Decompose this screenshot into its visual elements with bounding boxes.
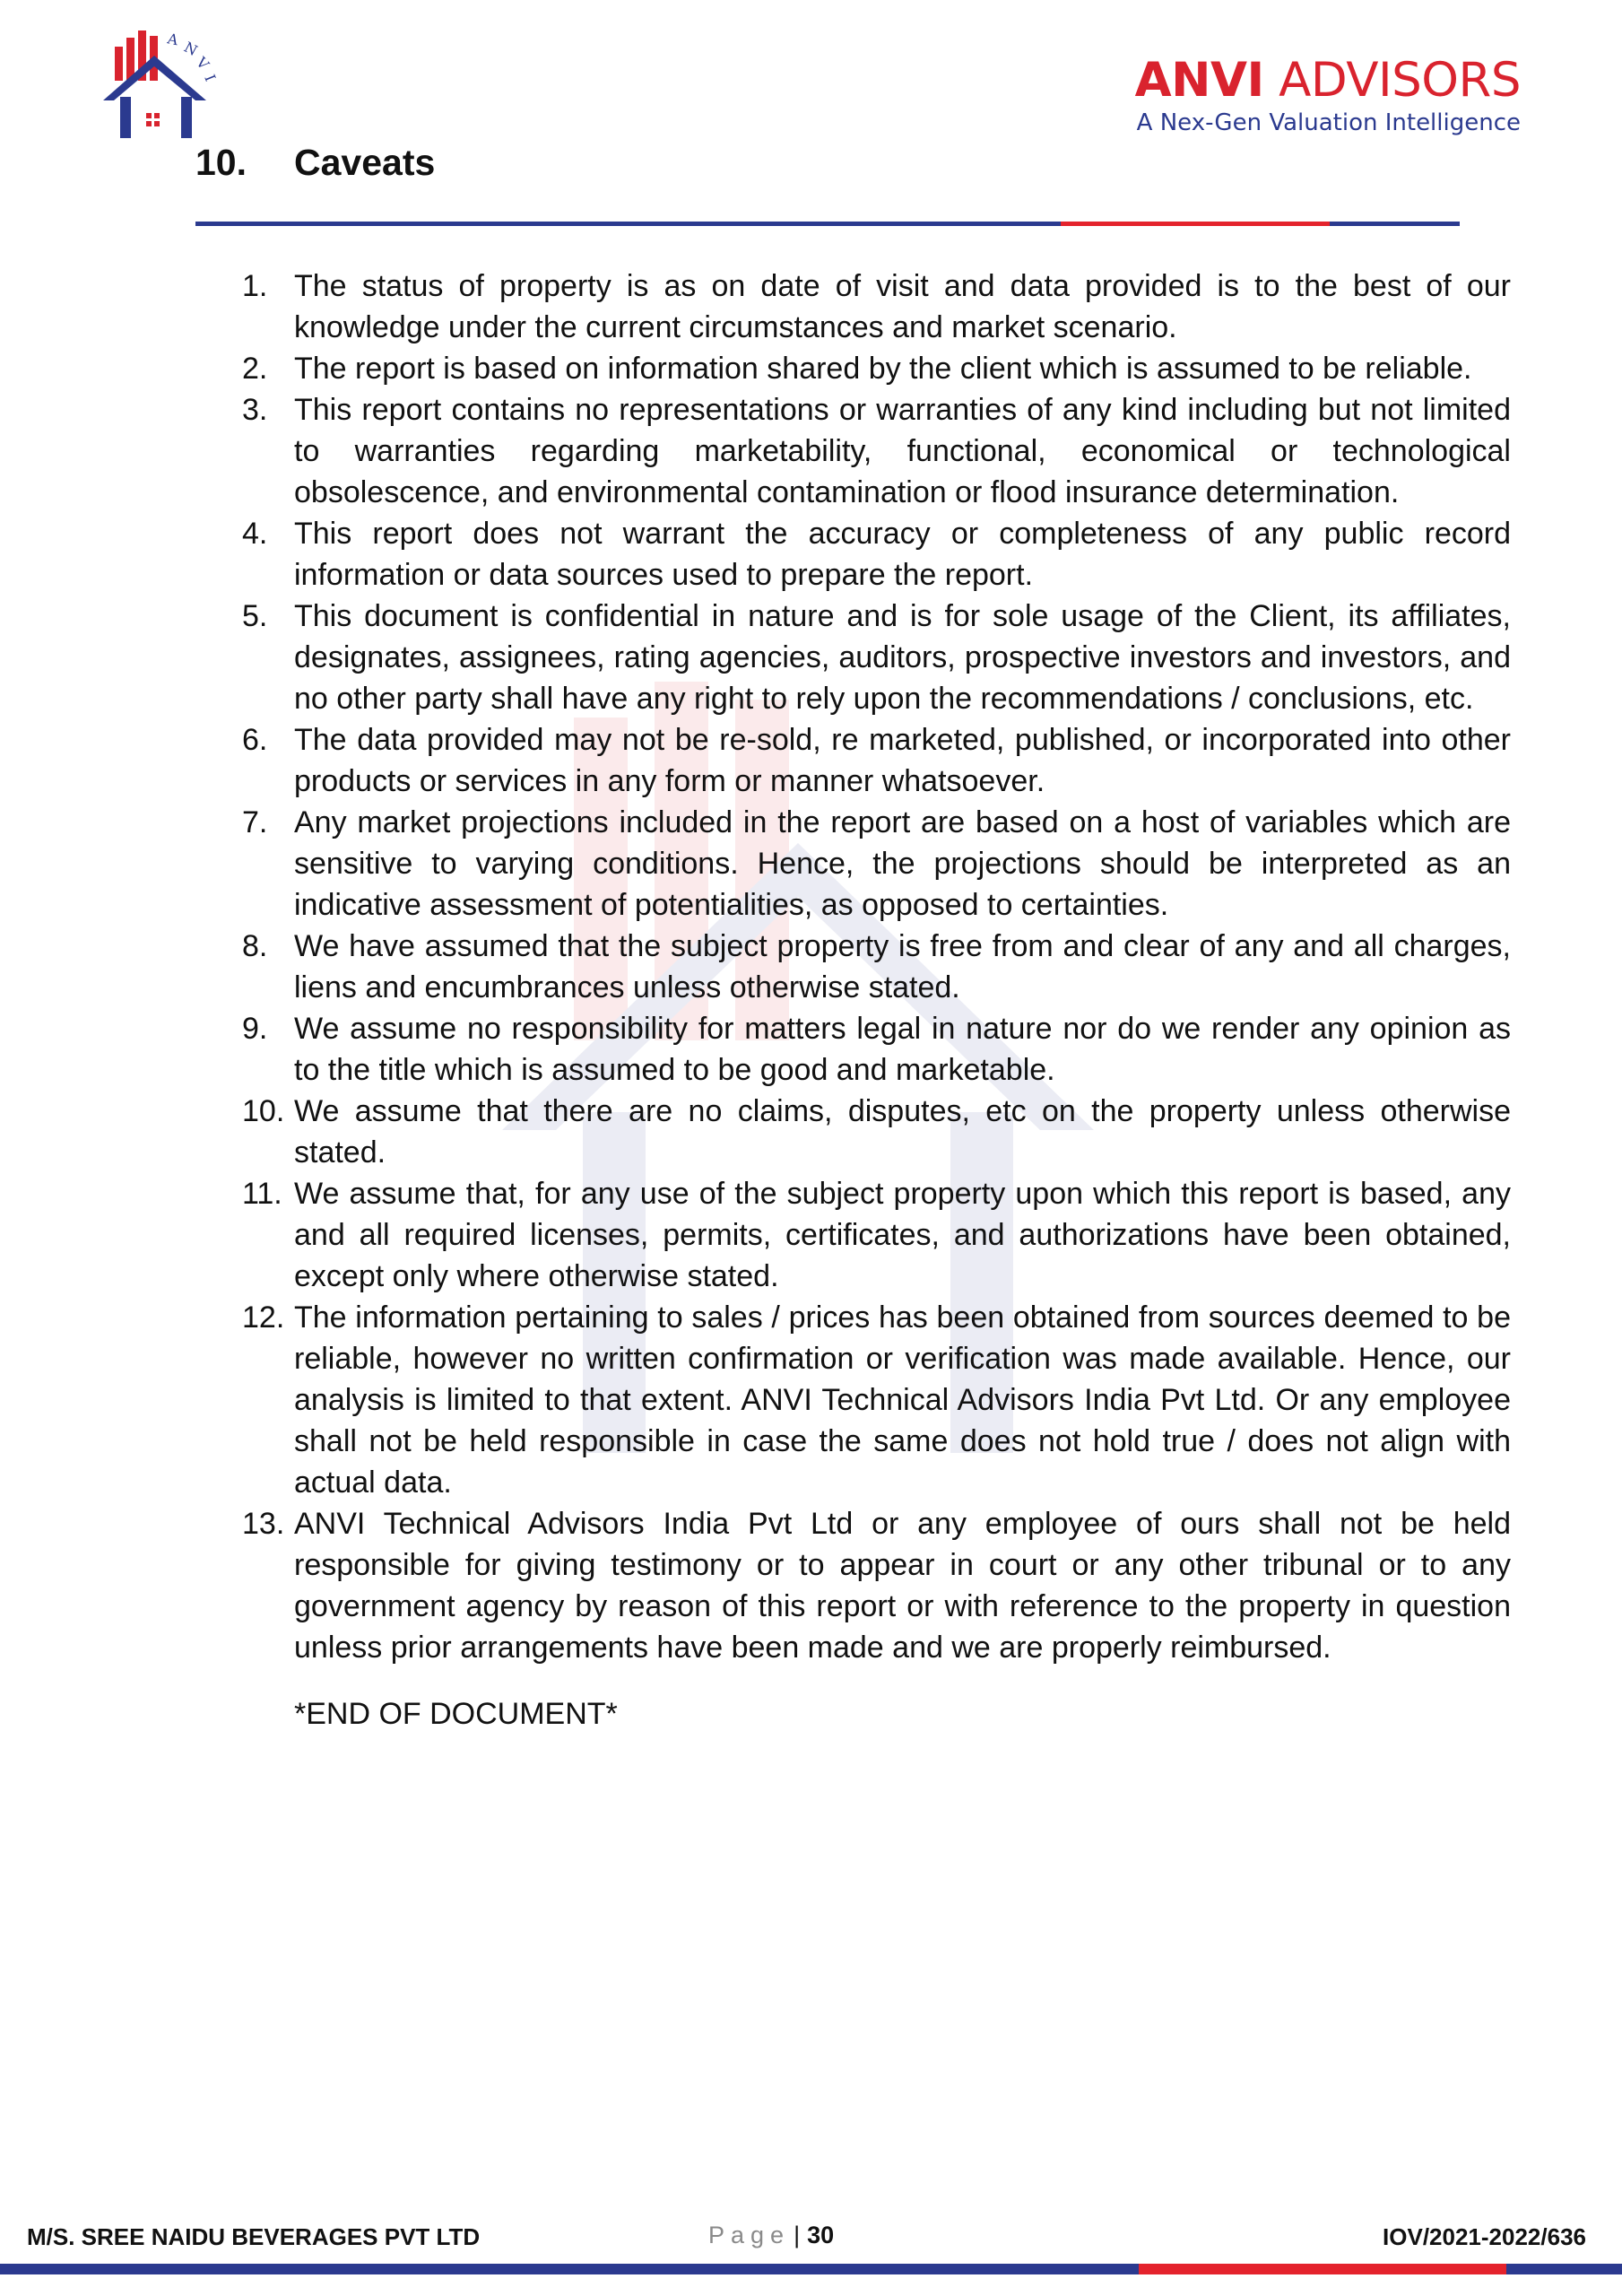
footer-page-number: 30 xyxy=(807,2222,835,2248)
caveat-number: 5. xyxy=(242,599,268,633)
footer-page-indicator: Page | 30 xyxy=(708,2222,835,2248)
caveat-number: 11. xyxy=(242,1177,282,1211)
footer-client-name: M/S. SREE NAIDU BEVERAGES PVT LTD xyxy=(27,2223,481,2250)
svg-text:I: I xyxy=(201,72,220,84)
caveat-text: We assume that, for any use of the subject property upon which this report is based, any and all required licenses, permits, certificates, and authorizations have been obtained, except only where otherwise stated. xyxy=(294,1177,1511,1293)
caveat-number: 10. xyxy=(242,1094,285,1128)
caveat-number: 6. xyxy=(242,723,268,757)
brand-name xyxy=(1134,53,1521,108)
caveat-text: We have assumed that the subject property is free from and clear of any and all charges, liens and encumbrances unless otherwise stated. xyxy=(294,929,1511,1004)
svg-text:N: N xyxy=(181,38,201,60)
caveat-item xyxy=(242,802,1511,926)
caveat-item xyxy=(242,1503,1511,1668)
caveat-item xyxy=(242,719,1511,802)
caveat-text: The report is based on information shared by the client which is assumed to be reliable. xyxy=(294,352,1472,386)
caveat-text: We assume that there are no claims, disputes, etc on the property unless otherwise stated. xyxy=(294,1094,1511,1170)
caveat-number: 7. xyxy=(242,805,268,839)
caveat-item xyxy=(242,926,1511,1008)
caveat-number: 9. xyxy=(242,1012,268,1046)
caveat-text: The information pertaining to sales / prices has been obtained from sources deemed to be reliable, however no written confirmation or verification was made available. Hence, our analysis is limited to that extent. ANVI Technical Advisors India Pvt Ltd. Or any employee shall not be held responsible in case the same does not hold true / does not align with actual data. xyxy=(294,1300,1511,1500)
caveat-text: This document is confidential in nature and is for sole usage of the Client, its affiliates, designates, assignees, rating agencies, auditors, prospective investors and investors, and no other party shall have any right to rely upon the recommendations / conclusions, etc. xyxy=(294,599,1511,716)
footer-reference-number: IOV/2021-2022/636 xyxy=(1383,2223,1586,2250)
caveat-item xyxy=(242,265,1511,348)
section-heading xyxy=(195,142,435,184)
section-title: Caveats xyxy=(294,142,436,183)
footer-page-label: Page xyxy=(708,2222,791,2248)
caveat-item xyxy=(242,1008,1511,1091)
caveat-number: 1. xyxy=(242,269,268,303)
caveat-number: 3. xyxy=(242,393,268,427)
caveat-list xyxy=(242,265,1511,1668)
brand-tagline: A Nex-Gen Valuation Intelligence xyxy=(1136,109,1521,136)
footer-divider xyxy=(0,2264,1622,2274)
caveat-item xyxy=(242,1091,1511,1173)
caveat-number: 13. xyxy=(242,1507,285,1541)
caveat-number: 2. xyxy=(242,352,268,386)
caveat-text: This report does not warrant the accuracy or completeness of any public record information or data sources used to prepare the report. xyxy=(294,517,1511,592)
caveat-number: 8. xyxy=(242,929,268,963)
brand-block xyxy=(1134,53,1521,138)
header-divider xyxy=(195,222,1460,226)
caveat-text: The status of property is as on date of visit and data provided is to the best of our knowledge under the current circumstances and market scenario. xyxy=(294,269,1511,344)
caveat-text: Any market projections included in the report are based on a host of variables which are sensitive to varying conditions. Hence, the projections should be interpreted as an indicative assessment of potentialities, as opposed to certainties. xyxy=(294,805,1511,922)
house-logo-icon xyxy=(99,20,233,145)
section-number: 10. xyxy=(195,142,247,183)
caveat-item xyxy=(242,348,1511,389)
brand-name-bold: ANVI xyxy=(1134,53,1264,108)
brand-name-regular: ADVISORS xyxy=(1279,53,1521,108)
caveat-number: 12. xyxy=(242,1300,285,1335)
caveat-text: We assume no responsibility for matters legal in nature nor do we render any opinion as to the title which is assumed to be good and marketable. xyxy=(294,1012,1511,1087)
caveat-text: ANVI Technical Advisors India Pvt Ltd or any employee of ours shall not be held responsible for giving testimony or to appear in court or any other tribunal or to any government agency by reason of this report or with reference to the property in question unless prior arrangements have been made and we are properly reimbursed. xyxy=(294,1507,1511,1665)
caveat-item xyxy=(242,1173,1511,1297)
caveat-text: The data provided may not be re-sold, re marketed, published, or incorporated into other products or services in any form or manner whatsoever. xyxy=(294,723,1511,798)
caveat-item xyxy=(242,513,1511,596)
svg-text:A: A xyxy=(166,30,180,49)
caveat-text: This report contains no representations or warranties of any kind including but not limited to warranties regarding marketability, functional, economical or technological obsolescence, and environmental contamination or flood insurance determination. xyxy=(294,393,1511,509)
caveat-number: 4. xyxy=(242,517,268,551)
caveat-item xyxy=(242,389,1511,513)
company-logo xyxy=(99,20,233,145)
caveat-item xyxy=(242,1297,1511,1503)
caveat-item xyxy=(242,596,1511,719)
end-of-document-note: *END OF DOCUMENT* xyxy=(294,1697,618,1731)
svg-text:V: V xyxy=(193,53,213,74)
